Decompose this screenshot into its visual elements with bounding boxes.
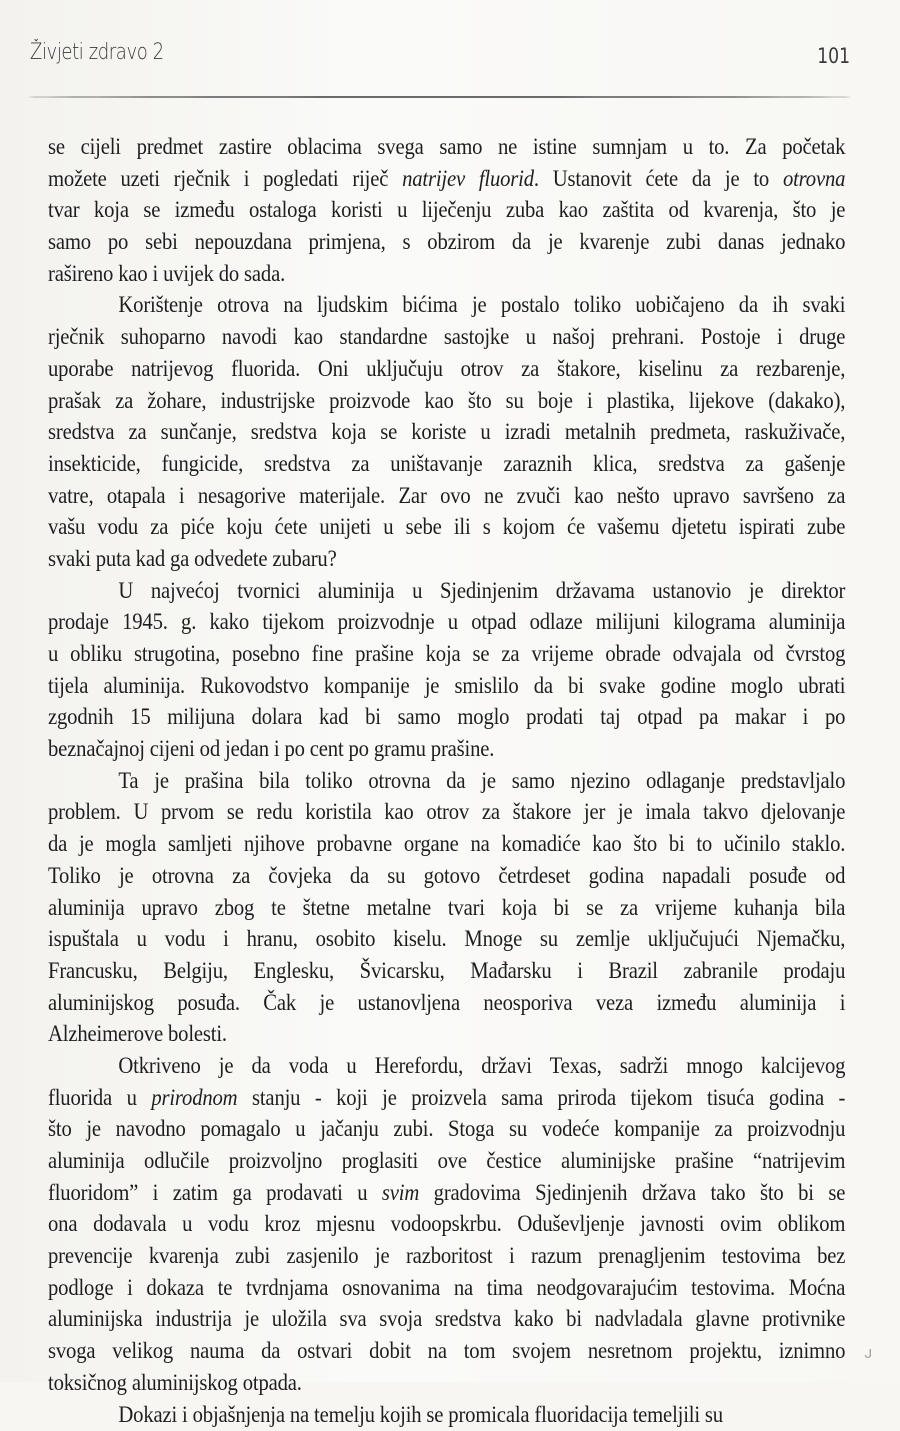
text-run: U najvećoj tvornici aluminija u Sjedinjenim državama ustanovio je direktor	[118, 578, 845, 604]
text-line	[48, 195, 845, 227]
text-run: aluminija upravo zbog te štetne metalne tvari koja bi se za vrijeme kuhanja bila	[48, 895, 845, 921]
text-line	[48, 1368, 845, 1400]
text-line	[48, 1241, 845, 1273]
text-run: podloge i dokaza te tvrdnjama osnovanima na tima neodgovarajućim testovima. Moćna	[48, 1275, 845, 1301]
text-run: . Ustanovit ćete da je to	[534, 166, 783, 192]
text-line	[48, 766, 845, 798]
text-line	[48, 671, 845, 703]
text-run: Ta je prašina bila toliko otrovna da je samo njezino odlaganje predstavljalo	[118, 768, 845, 794]
book-title: Živjeti zdravo 2	[30, 40, 164, 65]
text-run: toksičnog aluminijskog otpada.	[48, 1370, 302, 1396]
text-line	[48, 702, 845, 734]
italic-text: svim	[382, 1180, 419, 1206]
text-run: rašireno kao i uvijek do sada.	[48, 261, 285, 287]
text-line	[48, 164, 845, 196]
text-line	[48, 734, 845, 766]
text-run: svoga velikog nauma da ostvari dobit na tom svojem nesretnom projektu, iznimno	[48, 1338, 845, 1364]
text-run: prodaje 1945. g. kako tijekom proizvodnje u otpad odlaze milijuni kilograma aluminija	[48, 609, 845, 635]
text-run: Otkriveno je da voda u Herefordu, državi Texas, sadrži mnogo kalcijevog	[118, 1053, 845, 1079]
text-run: vašu vodu za piće koju ćete unijeti u sebe ili s kojom će vašemu djetetu ispirati zube	[48, 514, 845, 540]
text-run: aluminijska industrija je uložila sva svoja sredstva kako bi nadvladala glavne protivnike	[48, 1306, 845, 1332]
text-line	[48, 322, 845, 354]
paragraph	[48, 766, 846, 1051]
page-number: 101	[817, 44, 850, 68]
header-rule	[28, 96, 851, 98]
text-line	[48, 544, 845, 576]
text-line	[48, 956, 845, 988]
text-run: fluoridom” i zatim ga prodavati u	[48, 1180, 382, 1206]
text-line	[48, 449, 845, 481]
text-line	[48, 924, 845, 956]
text-run: svaki puta kad ga odvedete zubaru?	[48, 546, 337, 572]
text-line	[48, 512, 845, 544]
text-run: samo po sebi nepouzdana primjena, s obzirom da je kvarenje zubi danas jednako	[48, 229, 845, 255]
text-run: stanju - koji je proizvela sama priroda tijekom tisuća godina -	[237, 1085, 845, 1111]
text-run: rječnik suhoparno navodi kao standardne sastojke u našoj prehrani. Postoje i druge	[48, 324, 845, 350]
text-line	[48, 1051, 845, 1083]
paragraph	[48, 290, 846, 575]
text-run: ona dodavala u vodu kroz mjesnu vodoopskrbu. Oduševljenje javnosti ovim oblikom	[48, 1211, 845, 1237]
text-line	[48, 607, 845, 639]
text-line	[48, 132, 845, 164]
text-run: tvar koja se između ostaloga koristi u liječenju zuba kao zaštita od kvarenja, što je	[48, 197, 845, 223]
text-run: vatre, otapala i nesagorive materijale. Zar ovo ne zvuči kao nešto upravo savršeno za	[48, 483, 845, 509]
text-line	[48, 354, 845, 386]
text-line	[48, 988, 845, 1020]
text-run: aluminijskog posuđa. Čak je ustanovljena neosporiva veza između aluminija i	[48, 990, 845, 1016]
text-line	[48, 829, 845, 861]
text-line	[48, 1209, 845, 1241]
scan-mark: ᒍ	[864, 1347, 872, 1362]
text-run: prevencije kvarenja zubi zasjenilo je razboritost i razum prenagljenim testovima bez	[48, 1243, 845, 1269]
text-line	[48, 797, 845, 829]
text-line	[48, 481, 845, 513]
text-run: prašak za žohare, industrijske proizvode kao što su boje i plastika, lijekove (dakako),	[48, 388, 845, 414]
text-line	[48, 1336, 845, 1368]
paragraph	[48, 132, 846, 290]
text-run: fluorida u	[48, 1085, 151, 1111]
text-line	[48, 1304, 845, 1336]
text-run: u obliku strugotina, posebno fine prašine koja se za vrijeme obrade odvajala od čvrstog	[48, 641, 845, 667]
text-line	[48, 386, 845, 418]
text-run: Alzheimerove bolesti.	[48, 1021, 227, 1047]
text-run: što je navodno pomagalo u jačanju zubi. Stoga su vodeće kompanije za proizvodnju	[48, 1116, 845, 1142]
text-run: beznačajnoj cijeni od jedan i po cent po gramu prašine.	[48, 736, 494, 762]
text-run: da je mogla samljeti njihove probavne organe na komadiće kao što bi to učinilo staklo.	[48, 831, 845, 857]
body-text	[48, 132, 846, 1431]
text-line	[48, 1083, 845, 1115]
text-line	[48, 1146, 845, 1178]
text-run: insekticide, fungicide, sredstva za uništavanje zaraznih klica, sredstva za gašenje	[48, 451, 845, 477]
text-run: možete uzeti rječnik i pogledati riječ	[48, 166, 402, 192]
text-run: Korištenje otrova na ljudskim bićima je postalo toliko uobičajeno da ih svaki	[118, 292, 845, 318]
text-run: gradovima Sjedinjenih država tako što bi se	[419, 1180, 845, 1206]
text-line	[48, 1019, 845, 1051]
text-run: Francusku, Belgiju, Englesku, Švicarsku, Mađarsku i Brazil zabranile prodaju	[48, 958, 845, 984]
paragraph	[48, 1400, 846, 1431]
running-header	[30, 40, 870, 80]
text-run: zgodnih 15 milijuna dolara kad bi samo moglo prodati taj otpad pa makar i po	[48, 704, 845, 730]
text-line	[48, 1400, 845, 1431]
italic-text: otrovna	[783, 166, 845, 192]
paragraph	[48, 576, 846, 766]
text-line	[48, 290, 845, 322]
text-line	[48, 227, 845, 259]
text-run: aluminija odlučile proizvoljno proglasiti ove čestice aluminijske prašine “natrijevim	[48, 1148, 845, 1174]
text-line	[48, 1178, 845, 1210]
text-run: uporabe natrijevog fluorida. Oni uključuju otrov za štakore, kiselinu za rezbarenje,	[48, 356, 845, 382]
text-run: problem. U prvom se redu koristila kao otrov za štakore jer je imala takvo djelovanje	[48, 799, 845, 825]
paragraph	[48, 1051, 846, 1400]
text-line	[48, 259, 845, 291]
text-line	[48, 861, 845, 893]
text-run: ispuštala u vodu i hranu, osobito kiselu. Mnoge su zemlje uključujući Njemačku,	[48, 926, 845, 952]
text-run: Dokazi i objašnjenja na temelju kojih se promicala fluoridacija temeljili su	[118, 1402, 723, 1428]
italic-text: natrijev fluorid	[402, 166, 534, 192]
text-run: sredstva za sunčanje, sredstva koja se koriste u izradi metalnih predmeta, raskuživače,	[48, 419, 845, 445]
text-line	[48, 417, 845, 449]
text-run: tijela aluminija. Rukovodstvo kompanije je smislilo da bi svake godine moglo ubrati	[48, 673, 845, 699]
text-line	[48, 1273, 845, 1305]
text-line	[48, 893, 845, 925]
text-line	[48, 576, 845, 608]
italic-text: prirodnom	[151, 1085, 237, 1111]
text-line	[48, 639, 845, 671]
text-run: se cijeli predmet zastire oblacima svega samo ne istine sumnjam u to. Za početak	[48, 134, 845, 160]
text-run: Toliko je otrovna za čovjeka da su gotovo četrdeset godina napadali posuđe od	[48, 863, 845, 889]
text-line	[48, 1114, 845, 1146]
